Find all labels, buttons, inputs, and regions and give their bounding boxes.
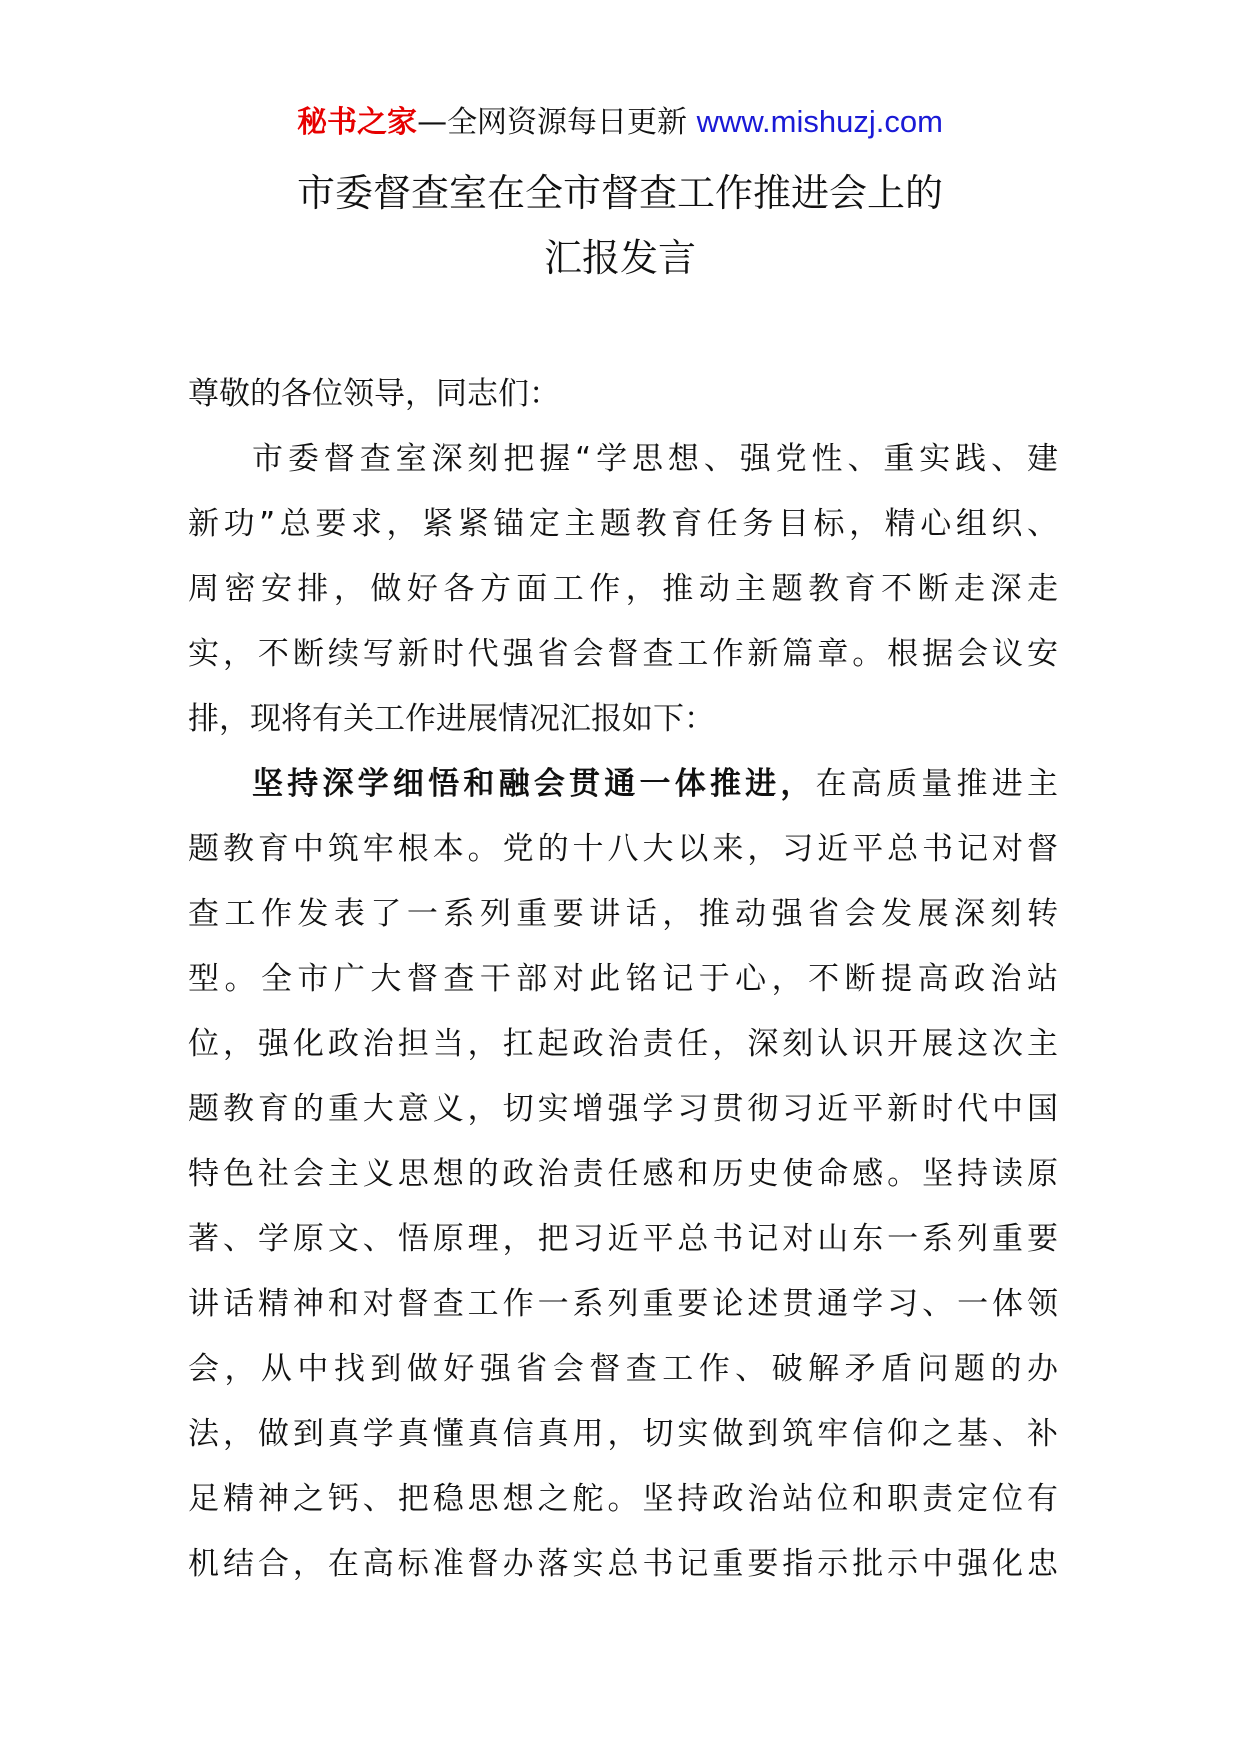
document-title-line-2: 汇报发言 <box>543 236 696 280</box>
paragraph-2-line: 题教育中筑牢根本。党的十八大以来，习近平总书记对督 <box>188 831 1058 867</box>
paragraph-2-line: 题教育的重大意义，切实增强学习贯彻习近平新时代中国 <box>188 1091 1058 1127</box>
paragraph-2-first-line <box>188 752 1058 817</box>
paragraph-2-line: 型。全市广大督查干部对此铭记于心，不断提高政治站 <box>188 961 1058 997</box>
section-heading: 坚持深学细悟和融会贯通一体推进， <box>252 766 816 802</box>
site-url[interactable]: www.mishuzj.com <box>696 104 943 139</box>
paragraph-2-line: 查工作发表了一系列重要讲话，推动强省会发展深刻转 <box>188 896 1058 932</box>
paragraph-2-line: 法，做到真学真懂真信真用，切实做到筑牢信仰之基、补 <box>188 1416 1058 1452</box>
header-banner <box>0 100 1240 145</box>
greeting: 尊敬的各位领导，同志们： <box>188 376 560 412</box>
paragraph-1-line: 新功”总要求，紧紧锚定主题教育任务目标，精心组织、 <box>188 506 1058 542</box>
paragraph-1-line: 市委督查室深刻把握“学思想、强党性、重实践、建 <box>252 441 1058 477</box>
document-title-line-1: 市委督查室在全市督查工作推进会上的 <box>296 171 943 215</box>
brand-name: 秘书之家 <box>297 105 418 140</box>
paragraph-2-line: 特色社会主义思想的政治责任感和历史使命感。坚持读原 <box>188 1156 1058 1192</box>
paragraph-1-line: 排，现将有关工作进展情况汇报如下： <box>188 701 715 737</box>
paragraph-2-line: 机结合，在高标准督办落实总书记重要指示批示中强化忠 <box>188 1546 1058 1582</box>
document-body <box>188 362 1058 1597</box>
paragraph-1-line: 实，不断续写新时代强省会督查工作新篇章。根据会议安 <box>188 636 1058 672</box>
paragraph-2-line: 足精神之钙、把稳思想之舵。坚持政治站位和职责定位有 <box>188 1481 1058 1517</box>
paragraph-2-line: 著、学原文、悟原理，把习近平总书记对山东一系列重要 <box>188 1221 1058 1257</box>
header-tagline: —全网资源每日更新 <box>417 105 697 140</box>
paragraph-2-line-rest: 在高质量推进主 <box>815 766 1059 802</box>
paragraph-1-line: 周密安排，做好各方面工作，推动主题教育不断走深走 <box>188 571 1058 607</box>
paragraph-2-line: 位，强化政治担当，扛起政治责任，深刻认识开展这次主 <box>188 1026 1058 1062</box>
paragraph-2-line: 会，从中找到做好强省会督查工作、破解矛盾问题的办 <box>188 1351 1058 1387</box>
paragraph-2-line: 讲话精神和对督查工作一系列重要论述贯通学习、一体领 <box>188 1286 1058 1322</box>
